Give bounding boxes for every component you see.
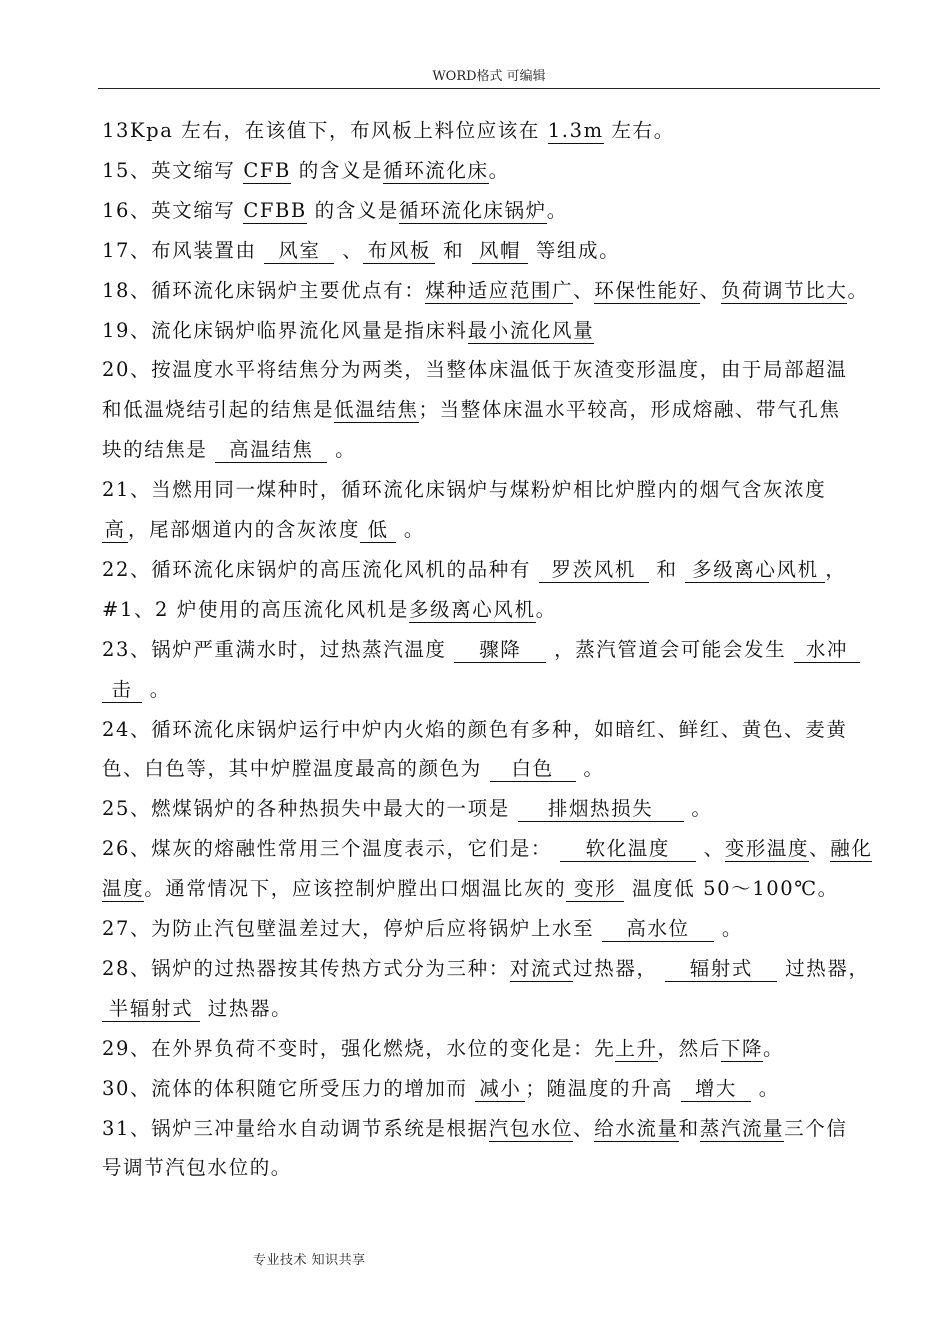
text-segment: 29、在外界负荷不变时，强化燃烧，水位的变化是：先 (102, 1036, 616, 1060)
fill-in-answer: 煤种适应范围广 (425, 278, 574, 302)
text-segment: 。 (535, 597, 557, 621)
text-segment: 23、锅炉严重满水时，过热蒸汽温度 (102, 637, 455, 661)
fill-in-answer: 白色 (490, 757, 576, 782)
text-segment: 28、锅炉的过热器按其传热方式分为三种： (102, 956, 510, 980)
text-segment: 过热器， (777, 956, 870, 980)
text-segment: 。 (327, 438, 357, 462)
text-segment: 30、流体的体积随它所受压力的增加而 (102, 1076, 476, 1100)
text-line (102, 1114, 847, 1144)
text-segment: 。通常情况下，应该控制炉膛出口烟温比灰的 (144, 877, 567, 901)
text-segment: 、 (695, 837, 725, 861)
text-segment: 21、当燃用同一煤种时，循环流化床锅炉与煤粉炉相比炉膛内的烟气含灰浓度 (102, 478, 827, 502)
fill-in-answer: 循环流化床锅炉 (399, 198, 547, 222)
text-segment: ；随温度的升高 (525, 1076, 681, 1100)
text-line (102, 116, 675, 146)
text-segment: ；当整体床温水平较高，形成熔融、带气孔焦 (418, 398, 841, 422)
text-line (102, 1153, 292, 1183)
text-segment: 色、白色等，其中炉膛温度最高的颜色为 (102, 757, 490, 781)
fill-in-answer: 低温结焦 (334, 398, 419, 422)
fill-in-answer: 环保性能好 (594, 278, 700, 302)
text-segment: 三个信 (784, 1116, 848, 1140)
text-segment: 、 (809, 837, 831, 861)
text-line (102, 1074, 780, 1104)
fill-in-answer: 循环流化床 (383, 158, 489, 182)
text-segment: 。 (575, 757, 605, 781)
fill-in-answer: 变形温度 (724, 837, 810, 861)
text-line (102, 874, 839, 904)
text-line (102, 515, 425, 545)
fill-in-answer: 汽包水位 (488, 1116, 574, 1140)
text-line (102, 276, 869, 306)
text-segment: 。 (488, 158, 510, 182)
text-line (102, 355, 847, 385)
text-segment: 过热器。 (200, 996, 293, 1020)
fill-in-answer: 多级离心风机 (685, 558, 825, 583)
fill-in-answer: 变形 (566, 877, 624, 902)
text-segment: 22、循环流化床锅炉的高压流化风机的品种有 (102, 557, 539, 581)
text-line (102, 715, 847, 745)
text-segment: ，然后 (657, 1036, 721, 1060)
text-segment: 、 (699, 278, 721, 302)
text-segment: ， (825, 557, 847, 581)
text-line (102, 794, 713, 824)
text-line (102, 675, 171, 705)
text-line (102, 196, 568, 226)
fill-in-answer: 排烟热损失 (518, 797, 684, 822)
fill-in-answer: 增大 (681, 1077, 751, 1102)
text-segment: ，蒸汽管道会可能会发生 (546, 637, 795, 661)
text-segment: 16、英文缩写 (102, 198, 244, 222)
text-segment: 温度低 50～100℃。 (624, 877, 839, 901)
fill-in-answer: 低 (360, 518, 396, 543)
fill-in-answer: 风室 (264, 239, 334, 264)
text-segment: 。 (683, 797, 713, 821)
fill-in-answer: 1.3m (547, 119, 604, 142)
header-text: WORD格式 可编辑 (432, 69, 546, 84)
text-line (102, 316, 594, 346)
text-segment: 。 (750, 1076, 780, 1100)
fill-in-answer: 软化温度 (560, 837, 696, 862)
fill-in-answer: 击 (102, 678, 142, 703)
fill-in-answer: 下降 (720, 1036, 764, 1060)
text-line (102, 555, 847, 585)
text-segment: 左右。 (603, 119, 675, 142)
text-line (102, 395, 841, 425)
text-segment: 17、布风装置由 (102, 238, 265, 262)
fill-in-answer: 高温结焦 (215, 438, 327, 463)
fill-in-answer: 减小 (475, 1077, 525, 1102)
text-segment: 24、循环流化床锅炉运行中炉内火焰的颜色有多种，如暗红、鲜红、黄色、麦黄 (102, 717, 848, 741)
text-segment: 过热器， (573, 956, 666, 980)
text-segment: 号调节汽包水位的。 (102, 1156, 292, 1180)
text-line (102, 914, 743, 944)
text-segment: 的含义是 (306, 198, 400, 222)
fill-in-answer: 水冲 (794, 638, 860, 663)
fill-in-answer: 半辐射式 (102, 997, 200, 1022)
text-line (102, 1034, 784, 1064)
text-segment: 13Kpa 左右，在该值下，布风板上料位应该在 (102, 119, 548, 142)
fill-in-answer: 对流式 (509, 956, 574, 980)
fill-in-answer: 风帽 (472, 239, 528, 264)
fill-in-answer: 上升 (615, 1036, 658, 1060)
text-segment: 。 (546, 198, 568, 222)
fill-in-answer: 温度 (102, 877, 145, 901)
text-line (102, 475, 826, 505)
text-segment: 31、锅炉三冲量给水自动调节系统是根据 (102, 1116, 489, 1140)
text-segment: 。 (714, 917, 743, 940)
fill-in-answer: 高水位 (602, 917, 714, 942)
text-segment: 和低温烧结引起的结焦是 (102, 398, 335, 422)
text-line (102, 834, 872, 864)
text-segment: 15、英文缩写 (102, 158, 244, 182)
text-line (102, 754, 605, 784)
fill-in-answer: 辐射式 (665, 957, 777, 982)
text-line (102, 954, 870, 984)
fill-in-answer: 蒸汽流量 (699, 1116, 785, 1140)
text-segment: 25、燃煤锅炉的各种热损失中最大的一项是 (102, 797, 518, 821)
text-segment: 等组成。 (528, 238, 621, 262)
fill-in-answer: 骤降 (454, 638, 546, 663)
text-segment: 、 (334, 238, 364, 262)
fill-in-answer: 负荷调节比大 (720, 278, 848, 302)
fill-in-answer: 罗茨风机 (539, 558, 649, 583)
fill-in-answer: CFB (243, 158, 291, 182)
fill-in-answer: 多级离心风机 (408, 597, 536, 621)
text-line (102, 994, 292, 1024)
fill-in-answer: 布风板 (363, 239, 435, 264)
text-segment: 的含义是 (290, 158, 384, 182)
text-segment: 、 (573, 278, 595, 302)
fill-in-answer: 最小流化风量 (467, 318, 595, 342)
page-footer: 专业技术 知识共享 (253, 1253, 366, 1268)
text-line (102, 236, 620, 266)
text-segment: 和 (648, 557, 686, 581)
text-segment: 19、流化床锅炉临界流化风量是指床料 (102, 318, 468, 342)
text-segment: 和 (435, 238, 473, 262)
text-segment: 26、煤灰的熔融性常用三个温度表示，它们是： (102, 837, 560, 861)
text-segment: 、 (573, 1116, 595, 1140)
text-segment: 。 (763, 1036, 785, 1060)
text-segment: 27、为防止汽包壁温差过大，停炉后应将锅炉上水至 (102, 917, 603, 940)
text-line (102, 595, 557, 625)
text-segment: 。 (396, 518, 426, 541)
text-line (102, 435, 356, 465)
text-segment: 20、按温度水平将结焦分为两类，当整体床温低于灰渣变形温度，由于局部超温 (102, 358, 848, 382)
text-line (102, 156, 510, 186)
fill-in-answer: CFBB (243, 198, 307, 222)
text-segment: 18、循环流化床锅炉主要优点有： (102, 278, 426, 302)
text-segment: 。 (847, 278, 869, 302)
text-segment: ，尾部烟道内的含灰浓度 (128, 518, 361, 541)
page-header (98, 58, 880, 89)
text-segment: 和 (678, 1116, 700, 1140)
text-line (102, 635, 860, 665)
fill-in-answer: 融化 (830, 837, 873, 861)
fill-in-answer: 给水流量 (594, 1116, 679, 1140)
text-segment: 块的结焦是 (102, 438, 216, 462)
fill-in-answer: 高 (102, 518, 128, 543)
text-segment: #1、2 炉使用的高压流化风机是 (102, 597, 409, 621)
text-segment: 。 (142, 677, 171, 701)
